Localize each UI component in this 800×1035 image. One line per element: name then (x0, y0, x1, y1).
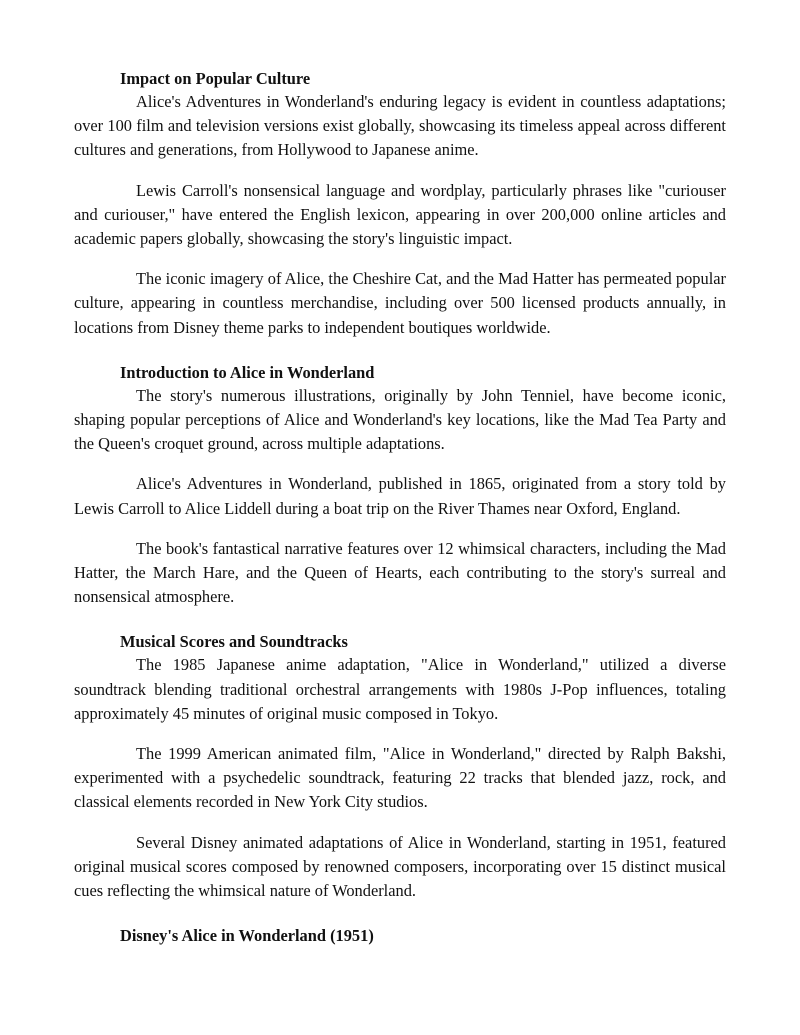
section-impact-on-popular-culture (74, 64, 726, 340)
paragraph: The iconic imagery of Alice, the Cheshire Cat, and the Mad Hatter has permeated popular culture, appearing in countless merchandise, including over 500 licensed products annually, in locations from Disney theme parks to independent boutiques worldwide. (74, 269, 726, 337)
paragraph: Alice's Adventures in Wonderland, published in 1865, originated from a story told by Lewis Carroll to Alice Liddell during a boat trip on the River Thames near Oxford, England. (74, 474, 726, 518)
paragraph: The 1999 American animated film, "Alice in Wonderland," directed by Ralph Bakshi, experimented with a psychedelic soundtrack, featuring 22 tracks that blended jazz, rock, and classical elements recorded in New York City studios. (74, 744, 726, 812)
paragraph: The story's numerous illustrations, originally by John Tenniel, have become iconic, shaping popular perceptions of Alice and Wonderland's key locations, like the Mad Tea Party and the Queen's croquet ground, across multiple adaptations. (74, 385, 726, 454)
section-introduction (74, 358, 726, 610)
section-heading: Musical Scores and Soundtracks (120, 632, 348, 652)
paragraph: Several Disney animated adaptations of Alice in Wonderland, starting in 1951, featured original musical scores composed by renowned composers, incorporating over 15 distinct musical cues reflecting the whimsical nature of Wonderland. (74, 832, 726, 901)
paragraph: The book's fantastical narrative features over 12 whimsical characters, including the Mad Hatter, the March Hare, and the Queen of Hearts, each contributing to the story's surreal and nonsensical atmosphere. (74, 538, 726, 607)
section-heading: Disney's Alice in Wonderland (1951) (120, 926, 374, 946)
paragraph: Lewis Carroll's nonsensical language and wordplay, particularly phrases like "curiouser and curiouser," have entered the English lexicon, appearing in over 200,000 online articles and academic papers globally, showcasing the story's linguistic impact. (74, 180, 726, 249)
section-disney-1951 (74, 921, 726, 947)
section-heading: Impact on Popular Culture (120, 69, 311, 88)
section-musical-scores (74, 627, 726, 903)
paragraph: The 1985 Japanese anime adaptation, "Alice in Wonderland," utilized a diverse soundtrack blending traditional orchestral arrangements with 1980s J-Pop influences, totaling approximately 45 minutes of original music composed in Tokyo. (74, 655, 726, 723)
paragraph: Alice's Adventures in Wonderland's enduring legacy is evident in countless adaptations; over 100 film and television versions exist globally, showcasing its timeless appeal across different cultures and generations, from Hollywood to Japanese anime. (74, 92, 726, 160)
document-page (74, 64, 726, 947)
section-heading: Introduction to Alice in Wonderland (120, 362, 375, 382)
